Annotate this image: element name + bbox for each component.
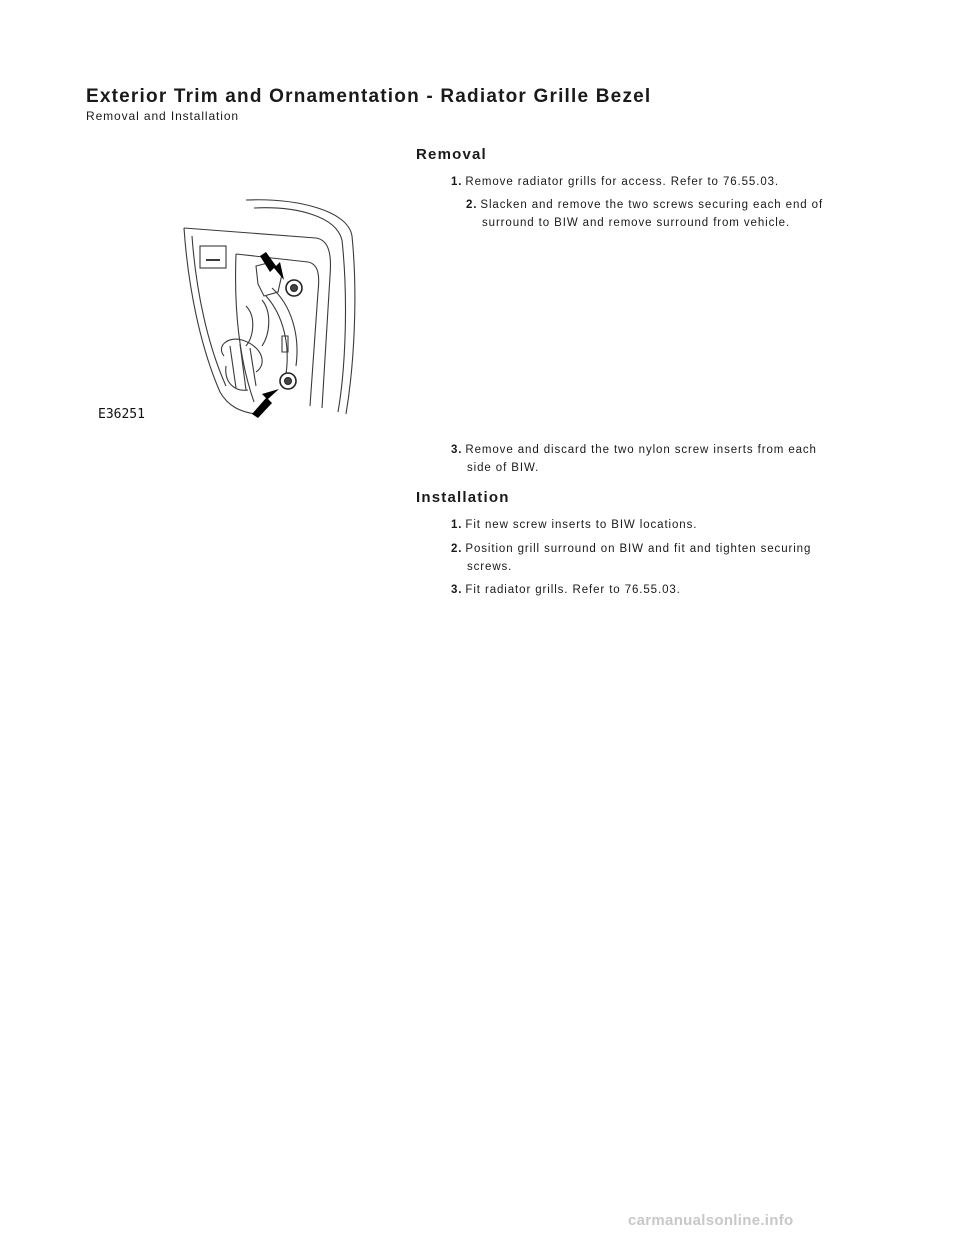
installation-step-1 — [451, 516, 851, 534]
step-text: Remove radiator grills for access. Refer to 76.55.03. — [465, 176, 780, 188]
step-text-continued: side of BIW. — [467, 462, 540, 474]
step-text: Fit new screw inserts to BIW locations. — [465, 519, 698, 531]
figure-reference: E36251 — [98, 407, 145, 422]
removal-step-3 — [451, 441, 851, 477]
installation-step-3 — [451, 581, 851, 599]
installation-heading: Installation — [416, 489, 510, 506]
step-number: 2. — [451, 543, 463, 555]
grille-bezel-diagram — [96, 196, 364, 434]
step-text: Position grill surround on BIW and fit and tighten securing — [465, 543, 812, 555]
illustration-radiator-grille-bezel — [96, 196, 364, 434]
step-number: 2. — [466, 199, 478, 211]
step-text: Fit radiator grills. Refer to 76.55.03. — [465, 584, 681, 596]
installation-step-2 — [451, 540, 851, 576]
step-text: Remove and discard the two nylon screw inserts from each — [465, 444, 817, 456]
step-text-continued: surround to BIW and remove surround from vehicle. — [482, 217, 791, 229]
step-number: 1. — [451, 519, 463, 531]
page-title: Exterior Trim and Ornamentation - Radiator Grille Bezel — [86, 86, 652, 107]
step-text-continued: screws. — [467, 561, 513, 573]
page-subtitle: Removal and Installation — [86, 109, 240, 123]
step-number: 1. — [451, 176, 463, 188]
step-number: 3. — [451, 444, 463, 456]
step-text: Slacken and remove the two screws securing each end of — [480, 199, 824, 211]
removal-step-1 — [451, 173, 851, 191]
removal-heading: Removal — [416, 146, 487, 163]
removal-step-2 — [466, 196, 866, 232]
step-number: 3. — [451, 584, 463, 596]
watermark: carmanualsonline.info — [628, 1212, 794, 1229]
